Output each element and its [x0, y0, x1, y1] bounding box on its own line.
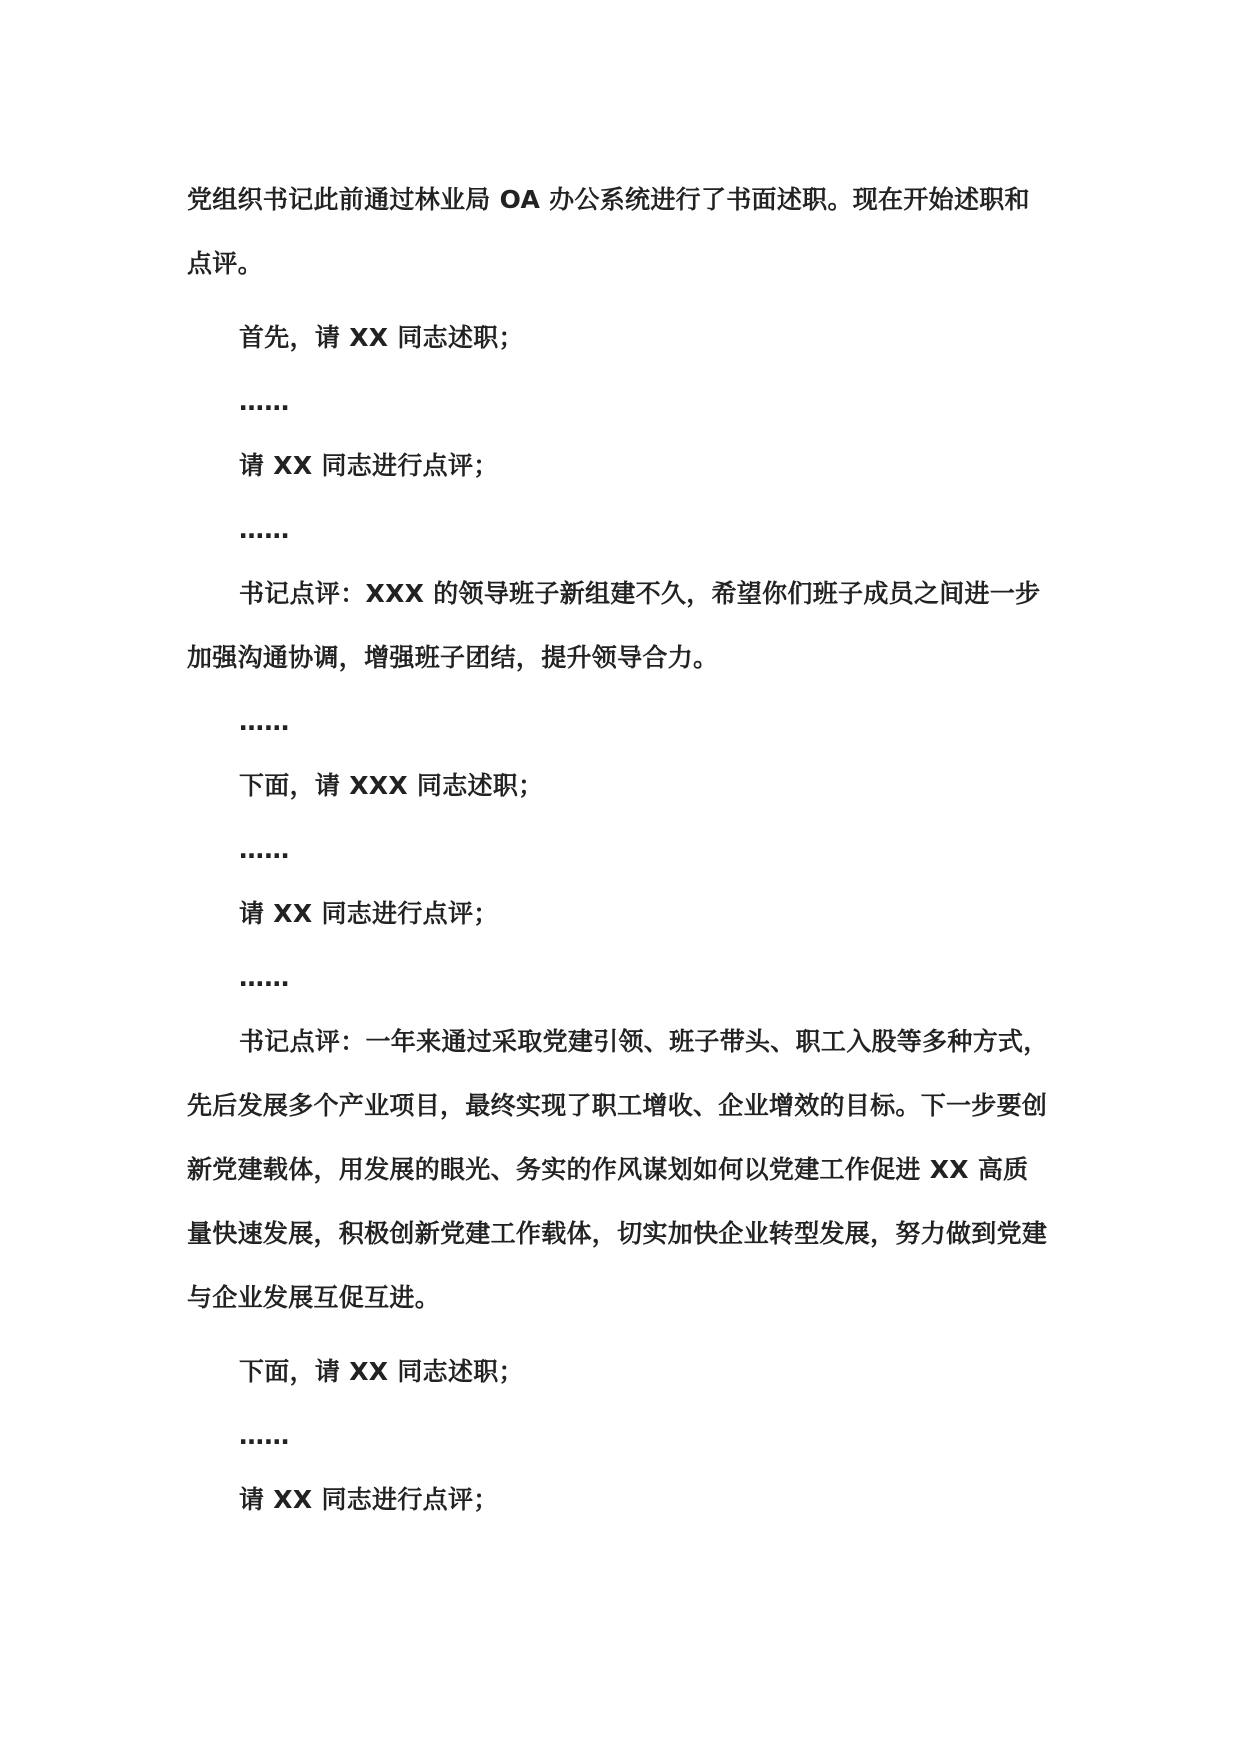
paragraph-ellipsis: ……: [239, 515, 290, 544]
paragraph-ellipsis: ……: [239, 1421, 290, 1450]
paragraph-ellipsis: ……: [239, 387, 290, 416]
paragraph-comment-request: 请 XX 同志进行点评；: [239, 451, 499, 480]
paragraph-ellipsis: ……: [239, 707, 290, 736]
paragraph-secretary-comment: 书记点评：XXX 的领导班子新组建不久，希望你们班子成员之间进一步加强沟通协调，增强班子团结，提升领导合力。: [187, 579, 1041, 672]
paragraph-comment-request: 请 XX 同志进行点评；: [239, 1485, 499, 1514]
paragraph-ellipsis: ……: [239, 963, 290, 992]
paragraph-ellipsis: ……: [239, 835, 290, 864]
paragraph-next-report: 下面，请 XXX 同志述职；: [239, 771, 544, 800]
paragraph-secretary-comment: 书记点评：一年来通过采取党建引领、班子带头、职工入股等多种方式，先后发展多个产业项目，最终实现了职工增收、企业增效的目标。下一步要创新党建载体，用发展的眼光、务实的作风谋划如何以党建工作促进 XX 高质量快速发展，积极创新党建工作载体，切实加快企业转型发展，努力做到党建与企业发展互促互进。: [187, 1027, 1049, 1312]
paragraph-next-report: 下面，请 XX 同志述职；: [239, 1357, 524, 1386]
document-body: [187, 168, 1053, 1532]
paragraph-comment-request: 请 XX 同志进行点评；: [239, 899, 499, 928]
paragraph-first-report: 首先，请 XX 同志述职；: [239, 323, 524, 352]
paragraph-intro: 党组织书记此前通过林业局 OA 办公系统进行了书面述职。现在开始述职和点评。: [187, 185, 1030, 278]
